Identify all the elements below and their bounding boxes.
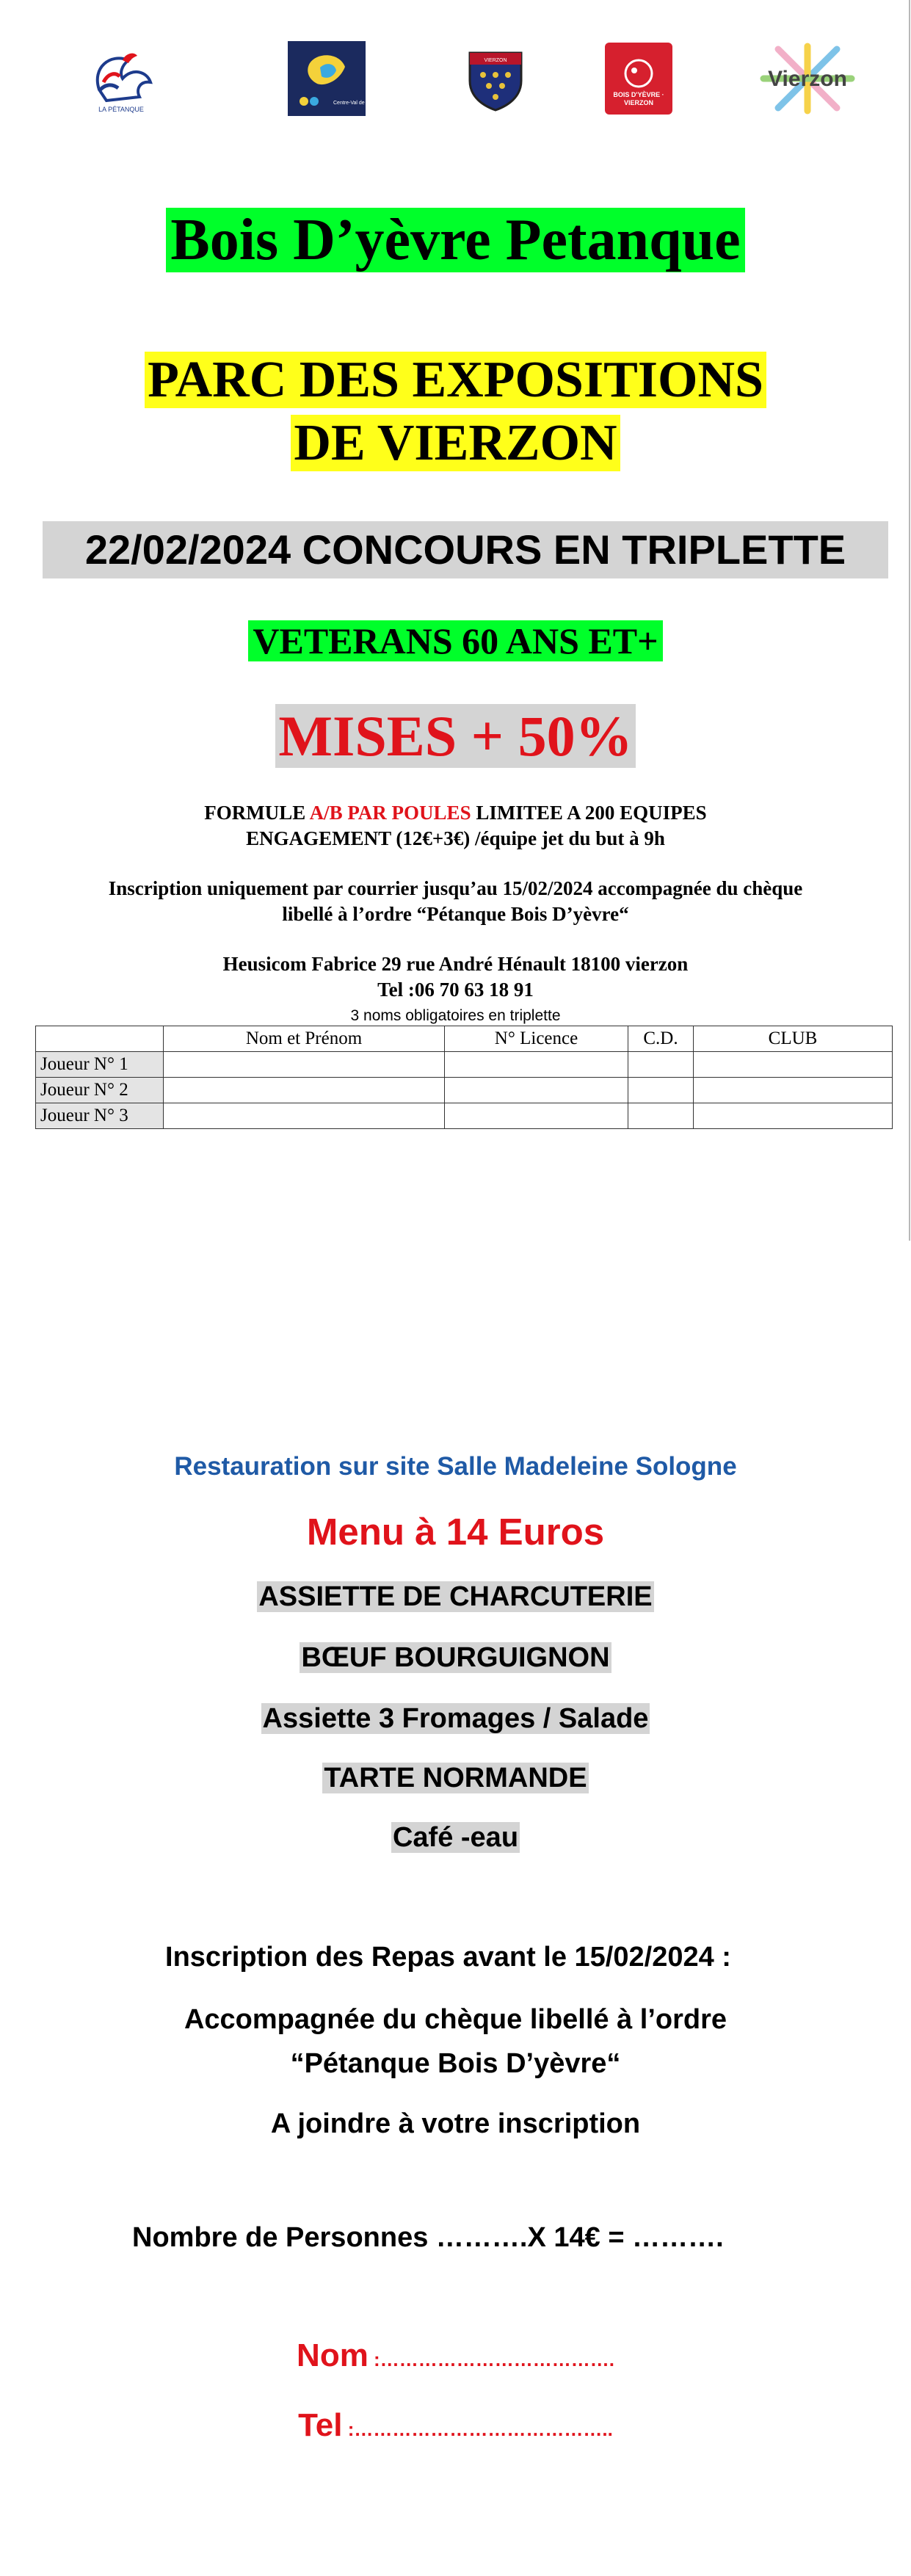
dish-item: Assiette 3 Fromages / Salade [262,1703,649,1734]
cd-cell[interactable] [628,1078,694,1103]
inscription-line-2: libellé à l’ordre “Pétanque Bois D’yèvre“ [282,903,629,925]
inscription-line-1: Inscription uniquement par courrier jusqu’au 15/02/2024 accompagnée du chèque [108,877,803,899]
licence-cell[interactable] [445,1103,628,1129]
venue-title [0,349,911,475]
petanque-federation-logo [73,38,169,119]
name-dots: :………………………………. [368,2348,614,2370]
region-logo [286,38,378,119]
licence-cell[interactable] [445,1078,628,1103]
club-cell[interactable] [694,1103,893,1129]
dish-item: ASSIETTE DE CHARCUTERIE [258,1581,653,1612]
club-cell[interactable] [694,1078,893,1103]
dish-item: Café -eau [392,1822,519,1853]
table-header-cell: Nom et Prénom [164,1026,445,1052]
club-bois-dyevre-logo [602,38,675,119]
formule-line: FORMULE A/B PAR POULES LIMITEE A 200 EQUIPES [204,802,707,824]
attach-instruction: A joindre à votre inscription [270,2108,641,2139]
cheque-line-1: Accompagnée du chèque libellé à l’ordre [184,2004,727,2035]
restaurant-heading: Restauration sur site Salle Madeleine Sologne [174,1452,737,1481]
name-cell[interactable] [164,1078,445,1103]
dish-item: TARTE NORMANDE [324,1763,587,1793]
licence-cell[interactable] [445,1052,628,1078]
coat-of-arms-logo [459,38,532,119]
tel-label: Tel [298,2407,343,2443]
name-field[interactable] [0,2334,911,2377]
name-label: Nom [297,2337,369,2373]
player-label: Joueur N° 2 [36,1078,164,1103]
cheque-line-2: “Pétanque Bois D’yèvre“ [290,2048,621,2079]
engagement-line: ENGAGEMENT (12€+3€) /équipe jet du but à 9h [246,827,665,849]
player-label: Joueur N° 3 [36,1103,164,1129]
player-label: Joueur N° 1 [36,1052,164,1078]
venue-line-2: DE VIERZON [291,415,620,471]
table-row [36,1103,893,1129]
name-cell[interactable] [164,1103,445,1129]
club-title: Bois D’yèvre Petanque [0,202,911,278]
organizer-address: Heusicom Fabrice 29 rue André Hénault 18100 vierzon [222,953,689,975]
name-cell[interactable] [164,1052,445,1078]
category-label: VETERANS 60 ANS ET+ [0,617,911,665]
dish-item: BŒUF BOURGUIGNON [301,1642,610,1673]
logo-caption: Vierzon [768,67,847,91]
table-header-cell: C.D. [628,1026,694,1052]
triplette-note: 3 noms obligatoires en triplette [350,1007,561,1024]
tel-dots: :………………………………….. [342,2418,613,2440]
venue-line-1: PARC DES EXPOSITIONS [145,352,766,408]
table-header-cell: N° Licence [445,1026,628,1052]
table-header-cell [36,1026,164,1052]
registration-table [35,1026,893,1129]
persons-count-line[interactable]: Nombre de Personnes ……….X 14€ = ………. [132,2222,724,2253]
event-date-banner: 22/02/2024 CONCOURS EN TRIPLETTE [43,521,888,578]
logo-caption: VIERZON [484,58,507,63]
menu-price: Menu à 14 Euros [306,1511,605,1553]
table-header-row [36,1026,893,1052]
organizer-phone: Tel :06 70 63 18 91 [377,979,534,1001]
logo-caption: BOIS D'YÈVRE · VIERZON [613,91,664,106]
cd-cell[interactable] [628,1103,694,1129]
prize-label: MISES + 50% [0,701,911,772]
table-header-cell: CLUB [694,1026,893,1052]
club-cell[interactable] [694,1052,893,1078]
table-row [36,1052,893,1078]
logo-caption: Centre-Val de Loire [333,101,378,106]
logo-caption: LA PÉTANQUE [98,106,144,113]
tel-field[interactable] [0,2404,911,2447]
meal-deadline: Inscription des Repas avant le 15/02/2024 : [165,1942,731,1973]
cd-cell[interactable] [628,1052,694,1078]
vierzon-city-logo [749,38,866,119]
table-row [36,1078,893,1103]
